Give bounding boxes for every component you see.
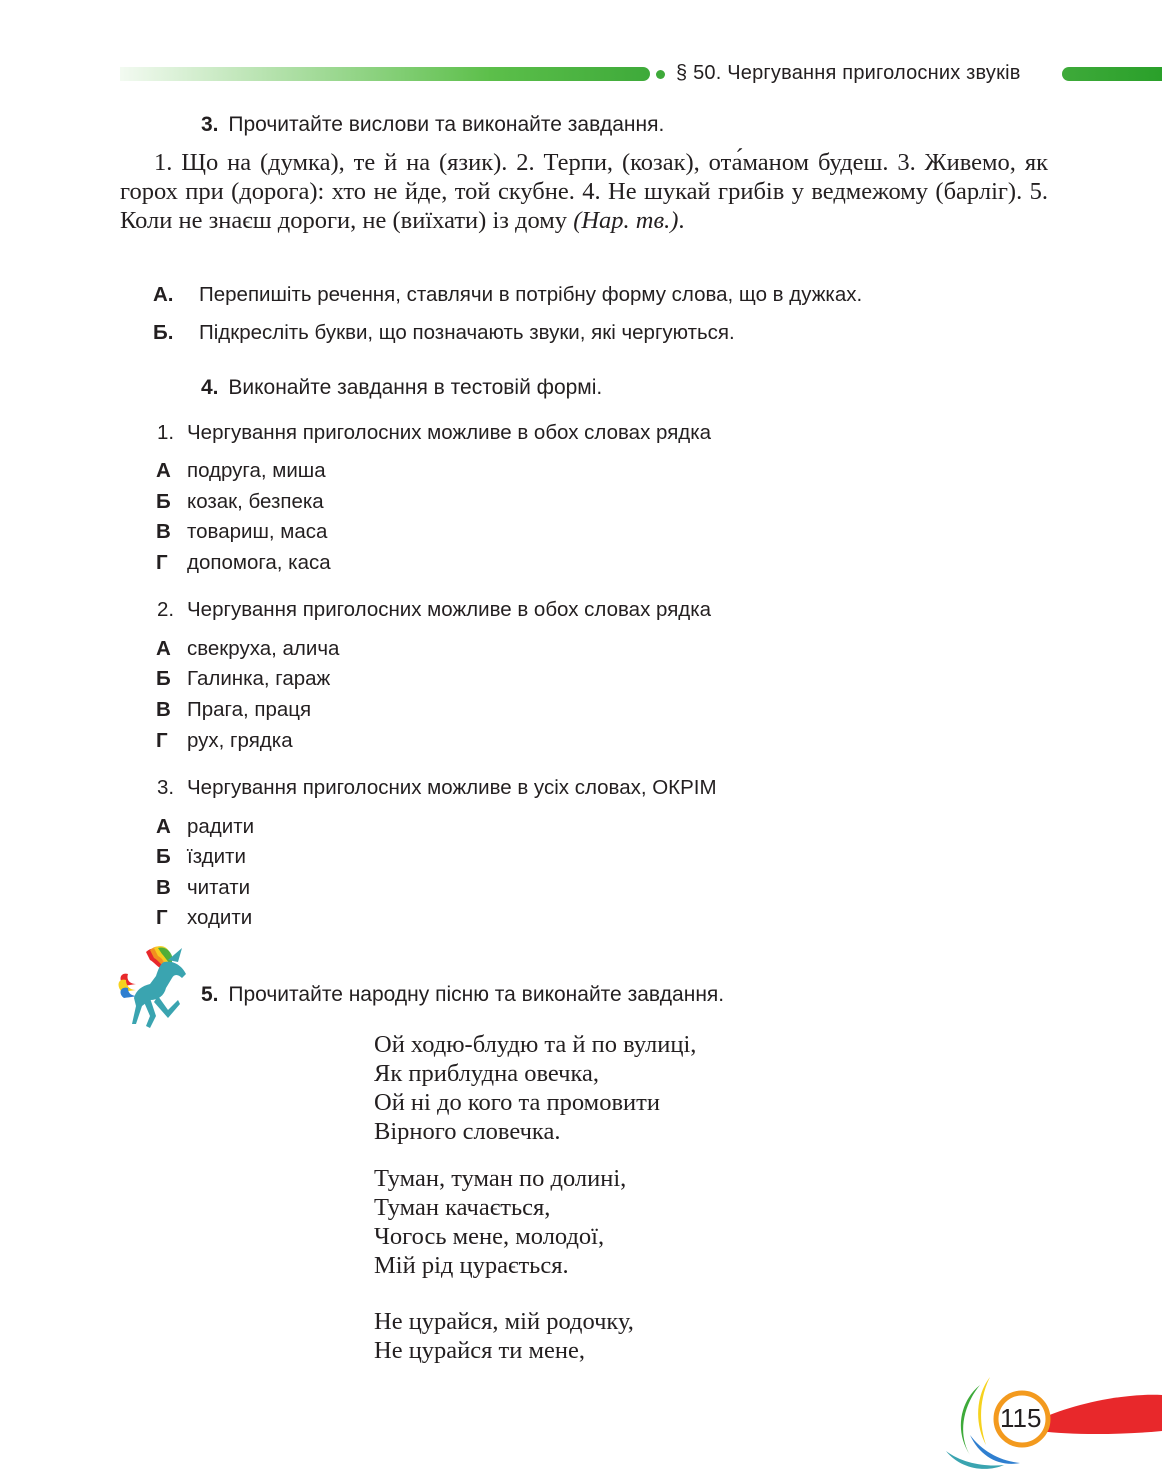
subtask-a: [153, 283, 862, 307]
option-text: їздити: [187, 845, 246, 868]
header-gradient-bar: [120, 67, 650, 81]
option-letter: В: [156, 698, 171, 721]
option-text: Галинка, гараж: [187, 667, 331, 690]
poem-line: Мій рід цурається.: [374, 1252, 569, 1279]
proverbs-text: 1. Що на (думка), те й на (язик). 2. Терпи, (козак), ота́маном будеш. 3. Живемо, як горох при (дорога): хто не йде, той скубне. 4. Не шукай грибів у ведмежому (барліг). 5. Коли не знаєш дороги, не (виїхати) із дому: [120, 149, 1048, 234]
option-letter: А: [156, 815, 171, 838]
option-text: товариш, маса: [187, 520, 328, 543]
option-text: ходити: [187, 906, 253, 929]
question-text: Чергування приголосних можливе в обох словах рядка: [187, 421, 712, 444]
question-number: 3.: [157, 776, 175, 799]
question-3: [157, 776, 717, 800]
unicorn-icon: [116, 940, 198, 1030]
proverbs-paragraph: [120, 148, 1048, 235]
poem-stanza-1: [374, 1030, 696, 1146]
question-text: Чергування приголосних можливе в усіх словах, ОКРІМ: [187, 776, 717, 799]
option-row: [156, 815, 254, 839]
poem-line: Ой ходю-блудю та й по вулиці,: [374, 1031, 697, 1058]
poem-line: Ой ні до кого та промовити: [374, 1089, 660, 1116]
option-letter: Б: [156, 490, 171, 513]
option-text: допомога, каса: [187, 551, 331, 574]
proverbs-end: .: [678, 207, 685, 234]
task-5-heading: [201, 983, 724, 1007]
poem-line: Не цурайся, мій родочку,: [374, 1308, 634, 1335]
header-bullet: [656, 70, 665, 79]
page-number: 115: [1000, 1403, 1042, 1433]
option-row: [156, 906, 252, 930]
task-5-instruction: Прочитайте народну пісню та виконайте завдання.: [228, 983, 725, 1006]
section-title: § 50. Чергування приголосних звуків: [676, 62, 1021, 84]
question-2: [157, 598, 711, 622]
poem-line: Чогось мене, молодої,: [374, 1223, 605, 1250]
option-row: [156, 667, 330, 691]
question-number: 1.: [157, 421, 175, 444]
poem-line: Вірного словечка.: [374, 1118, 561, 1145]
option-letter: А: [156, 459, 171, 482]
subtask-text: Перепишіть речення, ставлячи в потрібну форму слова, що в дужках.: [199, 283, 863, 306]
option-row: [156, 876, 250, 900]
option-text: свекруха, алича: [187, 637, 340, 660]
option-text: подруга, миша: [187, 459, 326, 482]
question-number: 2.: [157, 598, 175, 621]
option-letter: Б: [156, 667, 171, 690]
option-letter: А: [156, 637, 171, 660]
task-3-number: 3.: [201, 113, 219, 136]
option-text: Прага, праця: [187, 698, 312, 721]
subtask-text: Підкресліть букви, що позначають звуки, які чергуються.: [199, 321, 735, 344]
option-text: рух, грядка: [187, 729, 293, 752]
option-row: [156, 729, 293, 753]
option-letter: В: [156, 520, 171, 543]
task-4-instruction: Виконайте завдання в тестовій формі.: [228, 376, 603, 399]
option-text: козак, безпека: [187, 490, 324, 513]
option-row: [156, 698, 311, 722]
task-5-number: 5.: [201, 983, 219, 1006]
poem-line: Туман качається,: [374, 1194, 551, 1221]
subtask-letter: Б.: [153, 321, 174, 344]
page-corner-decoration: [940, 1365, 1162, 1474]
poem-line: Туман, туман по долині,: [374, 1165, 627, 1192]
option-letter: Г: [156, 906, 168, 929]
option-row: [156, 845, 246, 869]
option-text: радити: [187, 815, 255, 838]
option-letter: Г: [156, 551, 168, 574]
option-letter: Г: [156, 729, 168, 752]
option-row: [156, 490, 324, 514]
option-text: читати: [187, 876, 251, 899]
option-letter: В: [156, 876, 171, 899]
poem-stanza-3: [374, 1307, 634, 1365]
task-3-heading: [201, 113, 664, 137]
proverbs-source: (Нар. тв.): [573, 207, 679, 234]
header-tab-bar: [1062, 67, 1162, 81]
task-4-number: 4.: [201, 376, 219, 399]
poem-line: Не цурайся ти мене,: [374, 1337, 585, 1364]
option-row: [156, 459, 326, 483]
question-text: Чергування приголосних можливе в обох словах рядка: [187, 598, 712, 621]
subtask-letter: А.: [153, 283, 174, 306]
task-3-instruction: Прочитайте вислови та виконайте завдання.: [228, 113, 665, 136]
question-1: [157, 421, 711, 445]
option-row: [156, 551, 331, 575]
subtask-b: [153, 321, 735, 345]
poem-stanza-2: [374, 1164, 626, 1280]
option-letter: Б: [156, 845, 171, 868]
task-4-heading: [201, 376, 602, 400]
poem-line: Як приблудна овечка,: [374, 1060, 599, 1087]
option-row: [156, 637, 339, 661]
option-row: [156, 520, 327, 544]
